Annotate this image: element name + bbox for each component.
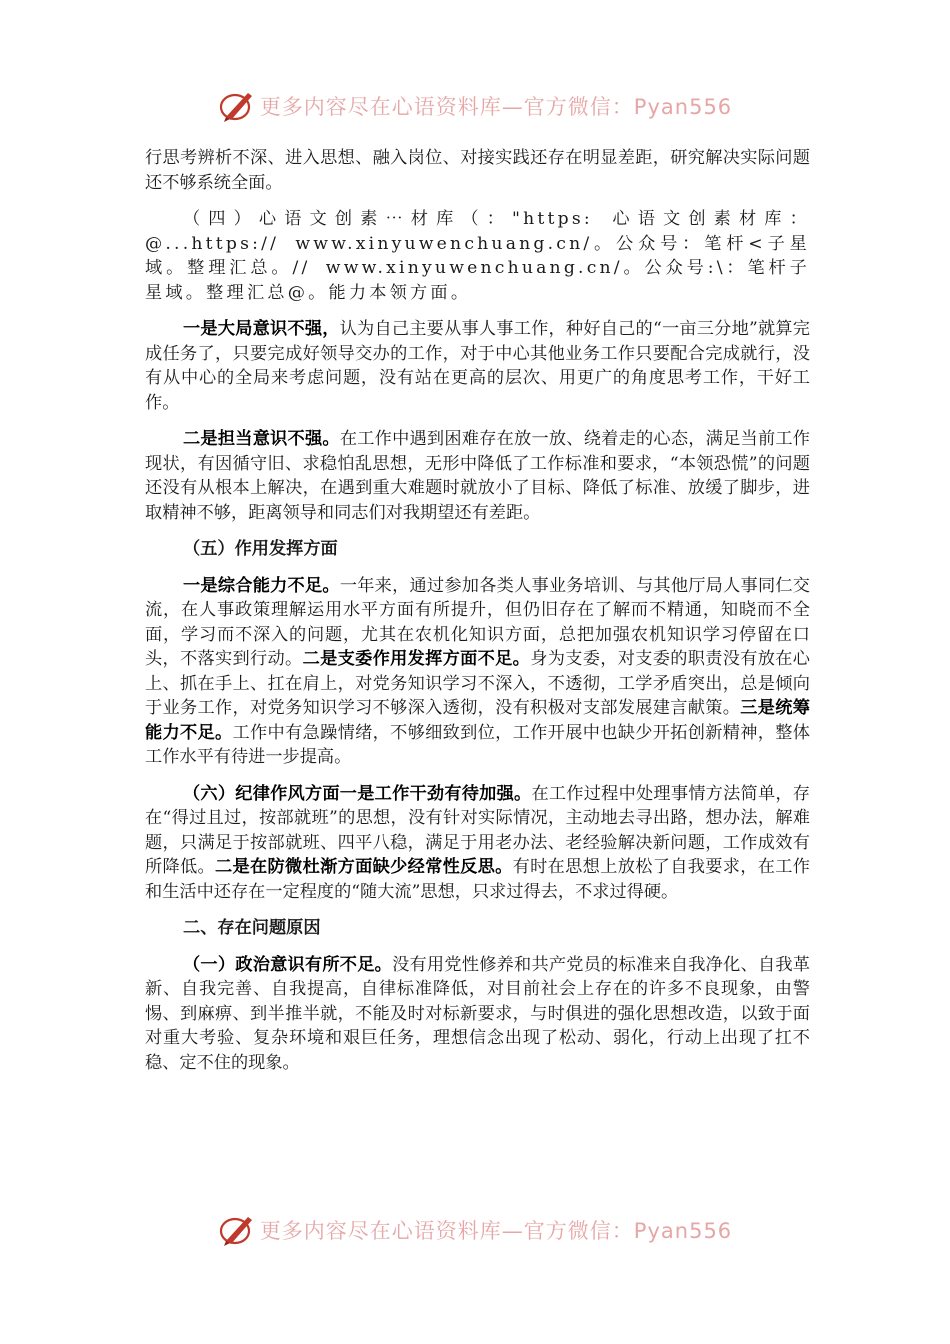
footer-banner (0, 1212, 950, 1248)
bold-lead: 三是统筹能力不足。 (145, 698, 810, 743)
bold-lead: （一）政治意识有所不足。 (183, 954, 393, 975)
bold-lead: 二是支委作用发挥方面不足。 (302, 649, 531, 669)
header-banner-text: 更多内容尽在心语资料库—官方微信：Pyan556 (259, 95, 733, 119)
paragraph-text: 在工作过程中处理事情方法简单，存在“得过且过，按部就班”的思想，没有针对实际情况，主动地去寻出路，想办法，解难题，只满足于按部就班、四平八稳，满足于用老办法、老经验解决新问题，工作成效有所降低。 (145, 783, 810, 877)
paragraph-text: 有时在思想上放松了自我要求，在工作和生活中还存在一定程度的“随大流”思想，只求过得去，不求过得硬。 (145, 857, 810, 902)
paragraph (145, 574, 810, 770)
paragraph-text: 一年来，通过参加各类人事业务培训、与其他厅局人事同仁交流，在人事政策理解运用水平方面有所提升，但仍旧存在了解而不精通，知晓而不全面，学习而不深入的问题，尤其在农机化知识方面，总把加强农机知识学习停留在口头，不落实到行动。 (145, 575, 810, 669)
bold-lead: 二是担当意识不强。 (183, 429, 340, 449)
pen-logo-icon (218, 1213, 256, 1247)
pen-logo-icon (218, 89, 256, 123)
section-heading: （五）作用发挥方面 (183, 539, 338, 559)
header-banner (0, 88, 950, 124)
paragraph (145, 782, 810, 905)
paragraph (145, 317, 810, 415)
section-heading: 二、存在问题原因 (183, 918, 321, 938)
bold-lead: 二是在防微杜渐方面缺少经常性反思。 (215, 857, 513, 877)
paragraph-text: 身为支委，对支委的职责没有放在心上、抓在手上、扛在肩上，对党务知识学习不深入，不透彻，工学矛盾突出，总是倾向于业务工作，对党务知识学习不够深入透彻，没有积极对支部发展建言献策。 (145, 649, 810, 718)
paragraph-text: 工作中有急躁情绪，不够细致到位，工作开展中也缺少开拓创新精神，整体工作水平有待进一步提高。 (145, 722, 810, 767)
bold-lead: 一是综合能力不足。 (183, 575, 340, 596)
bold-lead: 一是大局意识不强， (183, 319, 340, 339)
footer-banner-text: 更多内容尽在心语资料库—官方微信：Pyan556 (259, 1219, 733, 1243)
paragraph-text: 认为自己主要从事人事工作，种好自己的“一亩三分地”就算完成任务了，只要完成好领导交办的工作，对于中心其他业务工作只要配合完成就行，没有从中心的全局来考虑问题，没有站在更高的层次、用更广的角度思考工作，干好工作。 (145, 319, 810, 413)
paragraph: 行思考辨析不深、进入思想、融入岗位、对接实践还存在明显差距，研究解决实际问题还不够系统全面。 (145, 148, 810, 193)
paragraph-text: 在工作中遇到困难存在放一放、绕着走的心态，满足当前工作现状，有因循守旧、求稳怕乱思想，无形中降低了工作标准和要求，“本领恐慌”的问题还没有从根本上解决，在遇到重大难题时就放小了目标、降低了标准、放缓了脚步，进取精神不够，距离领导和同志们对我期望还有差距。 (145, 429, 810, 523)
document-body (145, 146, 810, 1087)
paragraph: （四）心语文创素⋯材库（："https: 心语文创素材库：@...https:// www.xinyuwenchuang.cn/。公众号：笔杆<子星域。整理汇总。// www.xinyuwenchuang.cn/。公众号:\：笔杆子星域。整理汇总@。能力本领方面。 (145, 209, 810, 303)
bold-lead: （六）纪律作风方面一是工作干劲有待加强。 (183, 783, 532, 804)
paragraph-text: 没有用党性修养和共产党员的标准来自我净化、自我革新、自我完善、自我提高，自律标准降低，对目前社会上存在的许多不良现象，由警惕、到麻痹、到半推半就，不能及时对标新要求，与时俱进的强化思想改造，以致于面对重大考验、复杂环境和艰巨任务，理想信念出现了松动、弱化，行动上出现了扛不稳、定不住的现象。 (145, 954, 810, 1073)
paragraph (145, 427, 810, 525)
paragraph (145, 953, 810, 1076)
